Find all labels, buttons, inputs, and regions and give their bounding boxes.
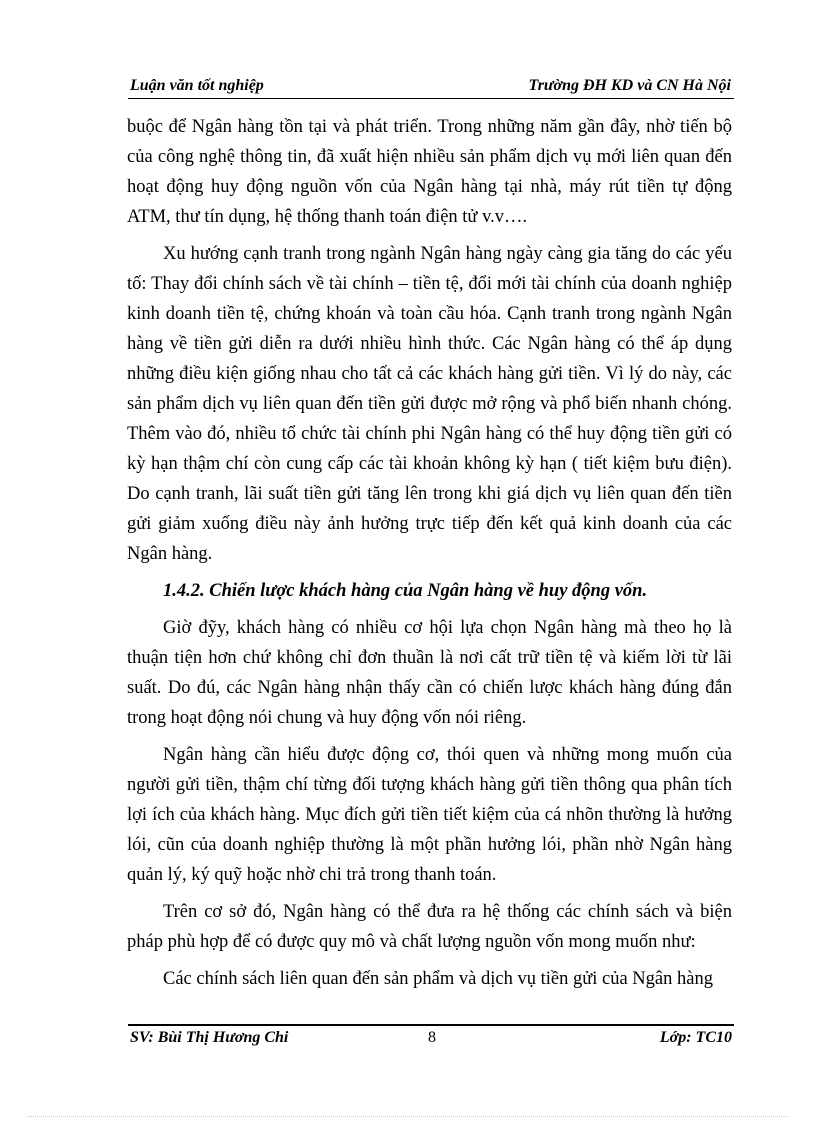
paragraph-1: buộc để Ngân hàng tồn tại và phát triển. Trong những năm gần đây, nhờ tiến bộ của công nghệ thông tin, đã xuất hiện nhiều sản phẩm dịch vụ mới liên quan đến hoạt động huy động nguồn vốn của Ngân hàng tại nhà, máy rút tiền tự động ATM, thư tín dụng, hệ thống thanh toán điện tử v.v….	[127, 117, 732, 227]
page-footer	[128, 1028, 734, 1050]
paragraph-5: Trên cơ sở đó, Ngân hàng có thể đưa ra hệ thống các chính sách và biện pháp phù hợp để có được quy mô và chất lượng nguồn vốn mong muốn như:	[127, 902, 732, 952]
paragraph-3: Giờ đỹy, khách hàng có nhiều cơ hội lựa chọn Ngân hàng mà theo họ là thuận tiện hơn chứ không chỉ đơn thuần là nơi cất trữ tiền tệ và kiếm lời từ lãi suất. Do đú, các Ngân hàng nhận thấy cần có chiến lược khách hàng đúng đắn trong hoạt động nói chung và huy động vốn nói riêng.	[127, 618, 732, 728]
page-number: 8	[428, 1029, 436, 1046]
paragraph-4: Ngân hàng cần hiểu được động cơ, thói quen và những mong muốn của người gửi tiền, thậm chí từng đối tượng khách hàng gửi tiền thông qua phân tích lợi ích của khách hàng. Mục đích gửi tiền tiết kiệm của cá nhõn thường là hưởng lói, cũn của doanh nghiệp thường là một phần hưởng lói, phần nhờ Ngân hàng quản lý, ký quỹ hoặc nhờ chi trả trong thanh toán.	[127, 745, 732, 885]
footer-class: Lớp: TC10	[659, 1029, 732, 1046]
paragraph-6: Các chính sách liên quan đến sản phẩm và dịch vụ tiền gửi của Ngân hàng	[163, 969, 713, 989]
page-header	[128, 76, 734, 98]
page-boundary-line	[28, 1116, 788, 1117]
footer-student-name: SV: Bùi Thị Hương Chi	[130, 1029, 289, 1046]
page-body	[127, 112, 732, 994]
section-heading: 1.4.2. Chiến lược khách hàng của Ngân hàng về huy động vốn.	[163, 581, 648, 601]
header-divider	[128, 98, 734, 99]
paragraph-2: Xu hướng cạnh tranh trong ngành Ngân hàng ngày càng gia tăng do các yếu tố: Thay đổi chính sách về tài chính – tiền tệ, đổi mới tài chính của doanh nghiệp kinh doanh tiền tệ, chứng khoán và toàn cầu hóa. Cạnh tranh trong ngành Ngân hàng về tiền gửi diễn ra dưới nhiều hình thức. Các Ngân hàng có thể áp dụng những điều kiện giống nhau cho tất cả các khách hàng gửi tiền. Vì lý do này, các sản phẩm dịch vụ liên quan đến tiền gửi được mở rộng và phổ biến nhanh chóng. Thêm vào đó, nhiều tổ chức tài chính phi Ngân hàng có thể huy động tiền gửi có kỳ hạn thậm chí còn cung cấp các tài khoản không kỳ hạn ( tiết kiệm bưu điện). Do cạnh tranh, lãi suất tiền gửi tăng lên trong khi giá dịch vụ liên quan đến tiền gửi giảm xuống điều này ảnh hưởng trực tiếp đến kết quả kinh doanh của các Ngân hàng.	[127, 244, 732, 564]
footer-divider	[128, 1024, 734, 1026]
header-university: Trường ĐH KD và CN Hà Nội	[528, 77, 731, 94]
header-thesis-title: Luận văn tốt nghiệp	[130, 77, 264, 94]
